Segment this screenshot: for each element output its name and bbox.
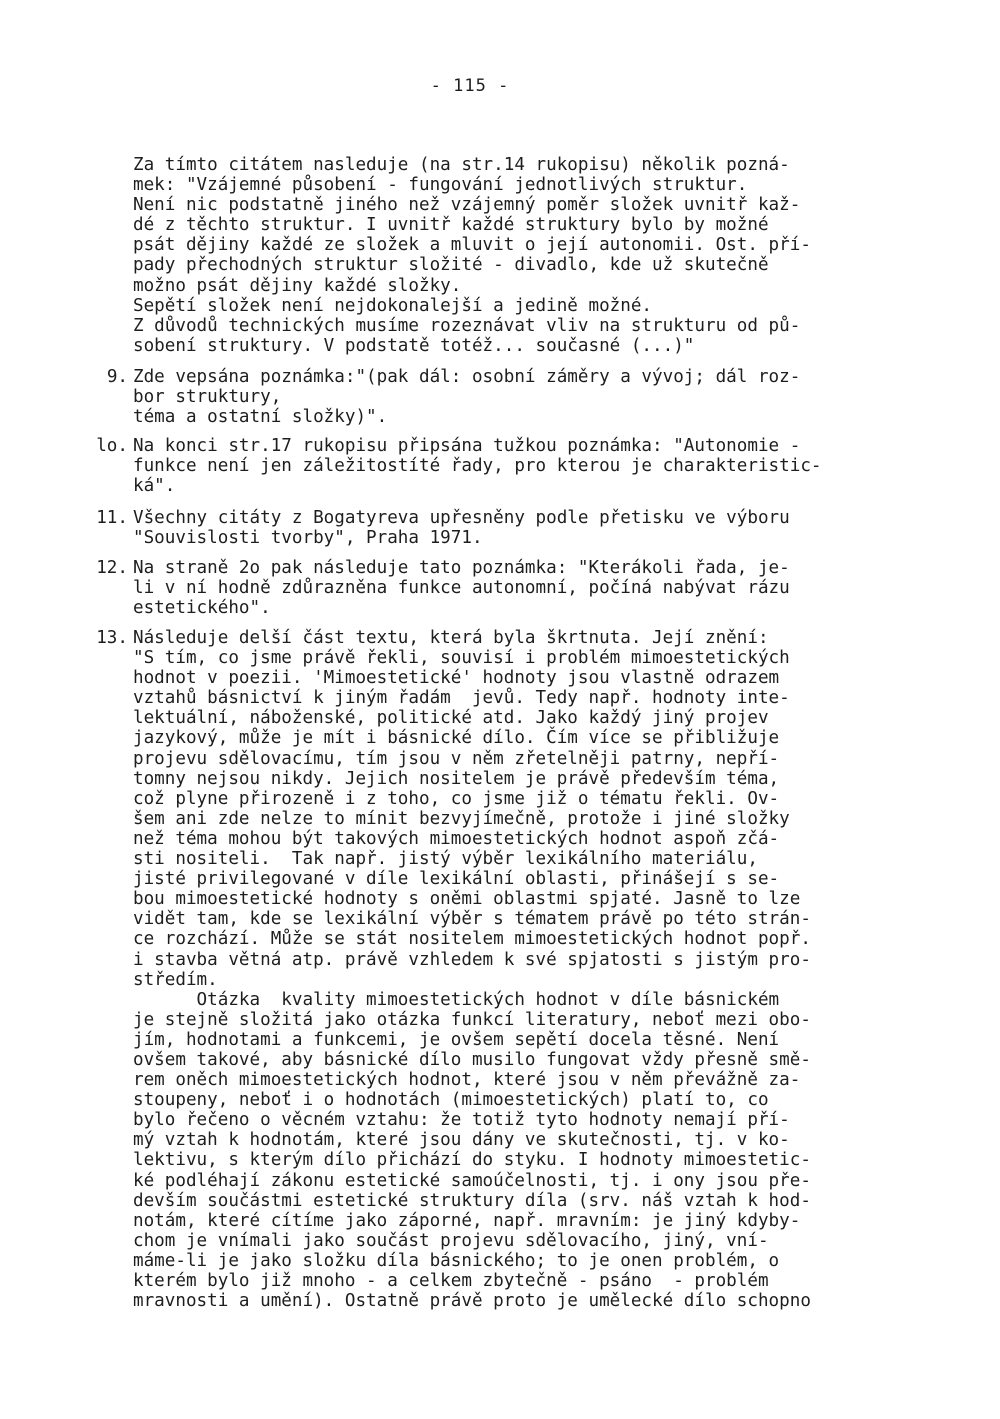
footnote-number: lo. — [96, 436, 128, 456]
intro-paragraph: Za tímto citátem nasleduje (na str.14 rukopisu) několik pozná- mek: "Vzájemné působení - fungování jednotlivých struktur. Není nic podstatně jiného než vzájemný poměr složek uvnitř kaž- dé z těchto struktur. I uvnitř každé struktury bylo by možné psát dějiny každé ze složek a mluvit o její autonomii. Ost. pří- pady přechodných struktur složité - divadlo, kde už skutečně možno psát dějiny každé složky. Sepětí složek není nejdokonalejší a jedině možné. Z důvodů technických musíme rozeznávat vliv na strukturu od pů- sobení struktury. V podstatě totéž... současné (...)" — [133, 155, 811, 356]
footnote-number: 12. — [96, 558, 128, 578]
footnote-text: Všechny citáty z Bogatyreva upřesněny podle přetisku ve výboru "Souvislosti tvorby", Praha 1971. — [133, 508, 790, 549]
page-number: - 115 - — [430, 76, 510, 96]
footnote-text: Následuje delší část textu, která byla škrtnuta. Její znění: "S tím, co jsme právě řekli, souvisí i problém mimoestetických hodnot v poezii. 'Mimoestetické' hodnoty jsou vlastně odrazem vztahů básnictví k jiným řadám jevů. Tedy např. hodnoty inte- lektuální, náboženské, politické atd. Jako každý jiný projev jazykový, může je mít i básnické dílo. Čím více se přibližuje projevu sdělovacímu, tím jsou v něm zřetelněji patrny, nepří- tomny nejsou nikdy. Jejich nositelem je právě především téma, což plyne přirozeně i z toho, co jsme již o tématu řekli. Ov- šem ani zde nelze to mínit bezvyjímečně, protože i jiné složky než téma mohou být takových mimoestetických hodnot aspoň zčá- sti nositeli. Tak např. jistý výběr lexikálního materiálu, jisté privilegované v díle lexikální oblasti, přinášejí s se- bou mimoestetické hodnoty s oněmi oblastmi spjaté. Jasně to lze vidět tam, kde se lexikální výběr s tématem právě po této strán- ce rozchází. Může se stát nositelem mimoestetických hodnot popř. i stavba větná atp. právě vzhledem k své spjatosti s jistým pro- středím. Otázka kvality mimoestetických hodnot v díle básnickém je stejně složitá jako otázka funkcí literatury, neboť mezi obo- jím, hodnotami a funkcemi, je ovšem sepětí docela těsné. Není ovšem takové, aby básnické dílo musilo fungovat vždy přesně smě- rem oněch mimoestetických hodnot, které jsou v něm převážně za- stoupeny, neboť i o hodnotách (mimoestetických) platí to, co bylo řečeno o věcném vztahu: že totiž tyto hodnoty nemají pří- mý vztah k hodnotám, které jsou dány ve skutečnosti, tj. v ko- lektivu, s kterým dílo přichází do styku. I hodnoty mimoestetic- ké podléhají zákonu estetické samoúčelnosti, tj. i ony jsou pře- devším součástmi estetické struktury díla (srv. náš vztah k hod- notám, které cítíme jako záporné, např. mravním: je jiný kdyby- chom je vnímali jako součást projevu sdělovacího, jiný, vní- máme-li je jako složku díla básnického; to je onen problém, o kterém bylo již mnoho - a celkem zbytečně - psáno - problém mravnosti a umění). Ostatně právě proto je umělecké dílo schopno — [133, 628, 811, 1312]
footnote-text: Zde vepsána poznámka:"(pak dál: osobní záměry a vývoj; dál roz- bor struktury, téma a ostatní složky)". — [133, 367, 801, 428]
footnote-number: 9. — [106, 367, 128, 387]
footnote-number: 13. — [96, 628, 128, 648]
footnote-text: Na straně 2o pak následuje tato poznámka: "Kterákoli řada, je- li v ní hodně zdůrazněna funkce autonomní, počíná nabývat rázu estetického". — [133, 558, 790, 619]
footnote-text: Na konci str.17 rukopisu připsána tužkou poznámka: "Autonomie - funkce není jen záležitostíté řady, pro kterou je charakteristic- ká". — [133, 436, 822, 497]
footnote-number: 11. — [96, 508, 128, 528]
